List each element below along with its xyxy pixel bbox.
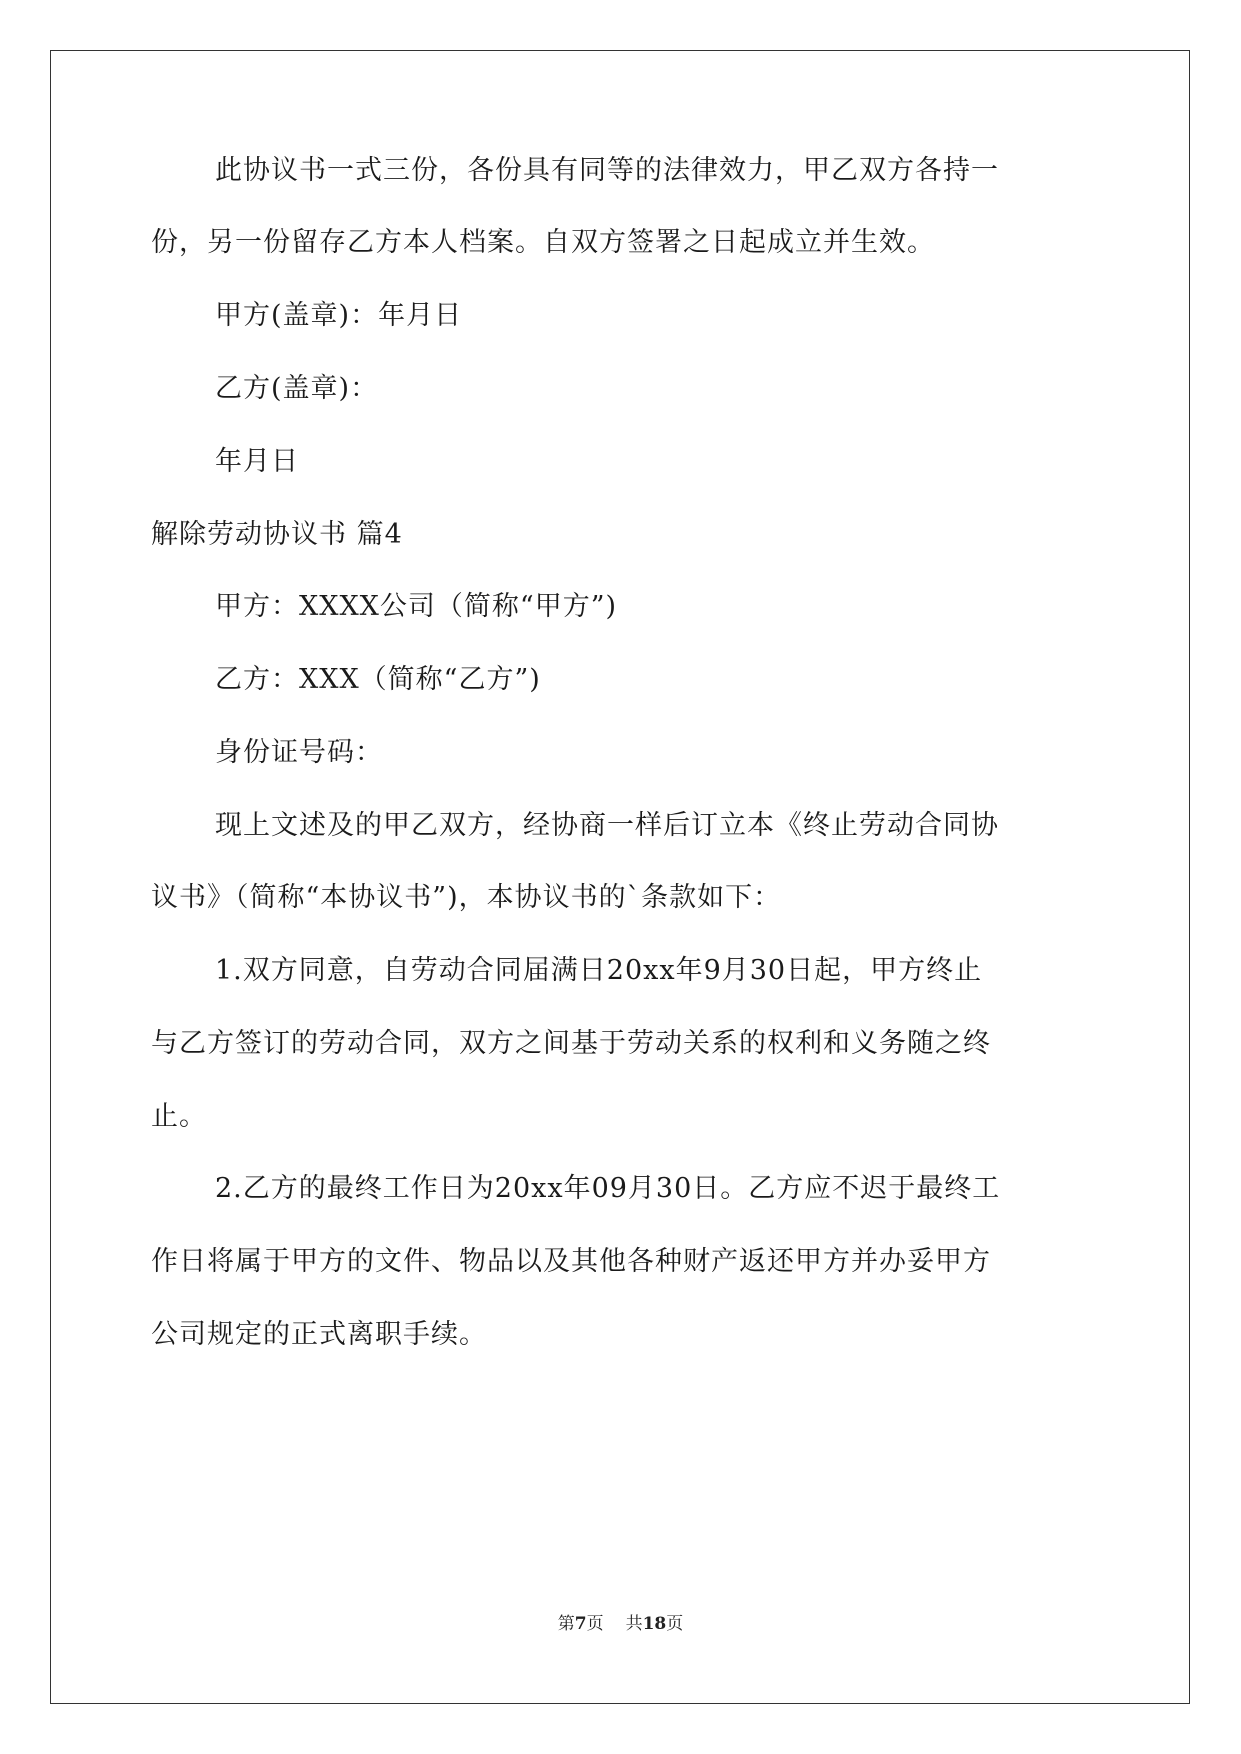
page-mid: 页	[586, 1614, 604, 1634]
signature-line-party-a: 甲方(盖章)：年月日	[215, 300, 463, 331]
clause-2-line: 2.乙方的最终工作日为20xx年09月30日。乙方应不迟于最终工	[215, 1173, 1001, 1204]
section-heading: 解除劳动协议书 篇4	[151, 519, 403, 550]
paragraph-line: 此协议书一式三份，各份具有同等的法律效力，甲乙双方各持一	[215, 155, 999, 186]
paragraph-line: 份，另一份留存乙方本人档案。自双方签署之日起成立并生效。	[151, 227, 935, 258]
page-current: 7	[574, 1614, 587, 1634]
clause-1-line: 止。	[151, 1101, 207, 1132]
total-prefix: 共	[625, 1614, 643, 1634]
party-b-line: 乙方：XXX（简称“乙方”)	[215, 664, 541, 695]
id-number-line: 身份证号码：	[215, 737, 383, 768]
total-suffix: 页	[666, 1614, 684, 1634]
paragraph-line: 议书》（简称“本协议书”)，本协议书的`条款如下：	[151, 882, 782, 913]
page-total: 18	[642, 1614, 667, 1634]
clause-1-line: 1.双方同意，自劳动合同届满日20xx年9月30日起，甲方终止	[215, 955, 983, 986]
page-prefix: 第	[557, 1614, 575, 1634]
page-footer	[0, 1613, 1241, 1635]
signature-line-party-b: 乙方(盖章)：	[215, 373, 379, 404]
clause-2-line: 作日将属于甲方的文件、物品以及其他各种财产返还甲方并办妥甲方	[151, 1246, 991, 1277]
party-a-line: 甲方：XXXX公司（简称“甲方”)	[215, 591, 618, 622]
paragraph-line: 现上文述及的甲乙双方，经协商一样后订立本《终止劳动合同协	[215, 810, 999, 841]
clause-1-line: 与乙方签订的劳动合同，双方之间基于劳动关系的权利和义务随之终	[151, 1028, 991, 1059]
clause-2-line: 公司规定的正式离职手续。	[151, 1319, 487, 1350]
date-line: 年月日	[215, 446, 299, 477]
